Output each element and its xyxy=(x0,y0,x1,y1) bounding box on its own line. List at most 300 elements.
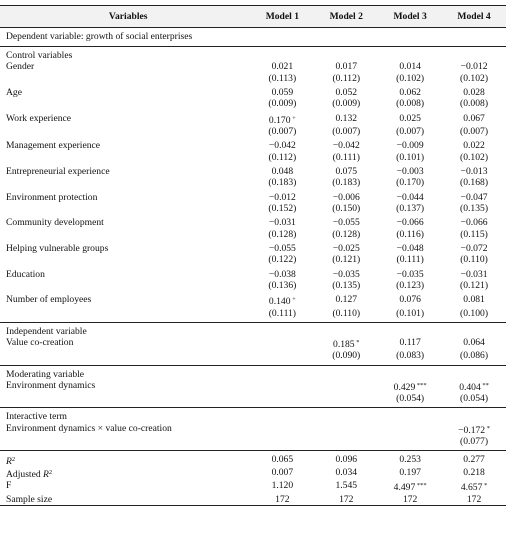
control-environment-protection-se-row-label xyxy=(0,203,250,217)
control-age-se-row-m4 xyxy=(442,98,506,112)
control-community-development-se-row xyxy=(0,229,506,243)
control-education-se-row-m4-text: (0.121) xyxy=(460,280,489,292)
control-work-experience-se-row-m1 xyxy=(250,126,314,140)
f-row-label xyxy=(0,480,250,493)
control-community-development-se-row-m1 xyxy=(250,229,314,243)
control-management-experience-se-row-m4-text: (0.102) xyxy=(460,151,489,163)
independent-se-row-m2-text: (0.090) xyxy=(332,350,361,362)
independent-title-row-text: Independent variable xyxy=(6,325,87,337)
control-environment-protection-row-m1-text: −0.012 xyxy=(268,191,296,203)
moderating-se-row-m4 xyxy=(442,393,506,408)
adj-r2-row-m3 xyxy=(378,467,442,480)
control-entrepreneurial-experience-se-row-m3-text: (0.170) xyxy=(396,177,425,189)
interactive-row-label xyxy=(0,423,250,436)
control-body xyxy=(0,61,506,322)
control-environment-protection-row-m2-text: −0.006 xyxy=(332,191,360,203)
control-management-experience-se-row-m1-text: (0.112) xyxy=(268,151,297,163)
control-age-row-m1-text: 0.059 xyxy=(271,87,294,99)
independent-se-row-m3 xyxy=(378,350,442,365)
r2-row-label xyxy=(0,451,250,468)
r2-row-m3 xyxy=(378,451,442,468)
r2-row-label-part: 2 xyxy=(11,456,16,464)
control-helping-vulnerable-groups-se-row-m2-text: (0.121) xyxy=(332,254,361,266)
control-community-development-se-row-m3-text: (0.116) xyxy=(396,228,424,240)
dependent-row xyxy=(0,28,506,47)
control-number-of-employees-row-m3 xyxy=(378,294,442,307)
control-work-experience-se-row-m2-text: (0.007) xyxy=(332,125,361,137)
moderating-row-m4 xyxy=(442,380,506,393)
control-entrepreneurial-experience-se-row-m1-text: (0.183) xyxy=(268,177,297,189)
control-number-of-employees-se-row-m1-text: (0.111) xyxy=(268,307,296,319)
control-gender-row-m3 xyxy=(378,61,442,72)
adj-r2-row-label-part: 2 xyxy=(48,469,53,477)
control-number-of-employees-se-row-label xyxy=(0,308,250,323)
control-work-experience-row-m4 xyxy=(442,113,506,126)
moderating-se-row-m4-text: (0.054) xyxy=(460,393,489,405)
control-number-of-employees-se-row-m4-text: (0.100) xyxy=(460,307,489,319)
interactive-row-m4 xyxy=(442,423,506,436)
f-row-m1 xyxy=(250,480,314,493)
control-number-of-employees-row-m4 xyxy=(442,294,506,307)
adj-r2-row-label xyxy=(0,467,250,480)
control-environment-protection-se-row xyxy=(0,203,506,217)
header-variables: Variables xyxy=(0,6,250,28)
control-education-row-m4 xyxy=(442,269,506,280)
control-work-experience-se-row-m3 xyxy=(378,126,442,140)
moderating-se-row-m1 xyxy=(250,393,314,408)
sample-size-row-m3 xyxy=(378,494,442,506)
control-education-row-label xyxy=(0,269,250,280)
control-community-development-row-m1 xyxy=(250,217,314,228)
adj-r2-row-m4-text: 0.218 xyxy=(463,467,485,479)
interactive-row-m2 xyxy=(314,423,378,436)
control-age-se-row-label xyxy=(0,98,250,112)
independent-se-row-m1 xyxy=(250,350,314,365)
adj-r2-row-m4 xyxy=(442,467,506,480)
control-education-se-row-m1 xyxy=(250,280,314,294)
control-gender-se-row-m3-text: (0.102) xyxy=(396,72,425,84)
f-row-m2 xyxy=(314,480,378,493)
control-helping-vulnerable-groups-se-row-m1 xyxy=(250,254,314,268)
control-helping-vulnerable-groups-row-m4-text: −0.072 xyxy=(460,243,488,255)
r2-row-m3-text: 0.253 xyxy=(399,454,421,466)
header-model-1: Model 1 xyxy=(250,6,314,28)
control-entrepreneurial-experience-row-m1-text: 0.048 xyxy=(271,165,294,177)
control-work-experience-row xyxy=(0,113,506,126)
independent-row-label-text: Value co-creation xyxy=(6,337,74,349)
sample-size-row-m3-text: 172 xyxy=(402,493,418,505)
f-row xyxy=(0,480,506,493)
control-environment-protection-row xyxy=(0,192,506,203)
control-education-se-row-m2-text: (0.135) xyxy=(332,280,361,292)
sample-size-row xyxy=(0,494,506,506)
control-education-row-m1 xyxy=(250,269,314,280)
f-row-m2-text: 1.545 xyxy=(335,480,358,492)
control-helping-vulnerable-groups-se-row-label xyxy=(0,254,250,268)
control-number-of-employees-se-row-m3-text: (0.101) xyxy=(396,307,425,319)
control-management-experience-row-m3-text: −0.009 xyxy=(396,140,424,152)
control-gender-se-row-m1 xyxy=(250,73,314,87)
control-work-experience-row-m1-significance: + xyxy=(290,114,296,122)
control-community-development-row-m4-text: −0.066 xyxy=(460,217,488,229)
control-helping-vulnerable-groups-se-row-m3 xyxy=(378,254,442,268)
control-helping-vulnerable-groups-row-m1-text: −0.055 xyxy=(268,243,296,255)
control-entrepreneurial-experience-row-m2-text: 0.075 xyxy=(335,165,358,177)
control-gender-se-row-m2-text: (0.112) xyxy=(332,72,361,84)
control-gender-row-label-text: Gender xyxy=(6,61,35,73)
r2-row-m1 xyxy=(250,451,314,468)
control-community-development-row-m2 xyxy=(314,217,378,228)
moderating-row-m2 xyxy=(314,380,378,393)
control-gender-row-m4 xyxy=(442,61,506,72)
control-title: Control variables xyxy=(6,50,73,62)
control-education-se-row-m1-text: (0.136) xyxy=(268,280,297,292)
control-gender-se-row-label xyxy=(0,73,250,87)
adj-r2-row-m2-text: 0.034 xyxy=(335,467,358,479)
control-helping-vulnerable-groups-row-m3-text: −0.048 xyxy=(396,243,424,255)
interactive-row-m4-text: −0.172 xyxy=(458,424,486,436)
control-helping-vulnerable-groups-se-row-m3-text: (0.111) xyxy=(396,254,424,266)
r2-row-m2 xyxy=(314,451,378,468)
r2-row-m4 xyxy=(442,451,506,468)
control-age-row-label-text: Age xyxy=(6,87,22,99)
adj-r2-row-m3-text: 0.197 xyxy=(399,467,421,479)
control-entrepreneurial-experience-row-m4-text: −0.013 xyxy=(460,165,488,177)
f-row-m3-text: 4.497 xyxy=(393,482,416,494)
independent-se-row-label xyxy=(0,350,250,365)
control-gender-row-m2 xyxy=(314,61,378,72)
control-education-se-row-m4 xyxy=(442,280,506,294)
control-entrepreneurial-experience-row-m4 xyxy=(442,166,506,177)
control-helping-vulnerable-groups-row-label-text: Helping vulnerable groups xyxy=(6,243,109,255)
control-work-experience-se-row-m1-text: (0.007) xyxy=(268,125,297,137)
control-entrepreneurial-experience-se-row-m1 xyxy=(250,177,314,191)
control-community-development-row-label-text: Community development xyxy=(6,217,104,229)
control-number-of-employees-row-m2 xyxy=(314,294,378,307)
control-helping-vulnerable-groups-row xyxy=(0,243,506,254)
control-entrepreneurial-experience-se-row xyxy=(0,177,506,191)
header-model-2: Model 2 xyxy=(314,6,378,28)
independent-row-m4-text: 0.064 xyxy=(463,337,485,349)
control-management-experience-se-row-m3-text: (0.101) xyxy=(396,151,425,163)
independent-se-row-m4 xyxy=(442,350,506,365)
control-environment-protection-row-label xyxy=(0,192,250,203)
control-entrepreneurial-experience-row-m1 xyxy=(250,166,314,177)
moderating-se-row-m3-text: (0.054) xyxy=(396,393,425,405)
control-management-experience-row-m1-text: −0.042 xyxy=(268,140,296,152)
moderating-title-row xyxy=(0,365,506,380)
control-gender-se-row xyxy=(0,73,506,87)
sample-size-row-m2-text: 172 xyxy=(339,493,354,505)
control-entrepreneurial-experience-se-row-m4-text: (0.168) xyxy=(460,177,489,189)
regression-table xyxy=(0,5,506,506)
control-age-se-row-m1-text: (0.009) xyxy=(268,98,297,110)
interactive-se-row-m3 xyxy=(378,436,442,451)
control-community-development-row-m1-text: −0.031 xyxy=(268,217,296,229)
moderating-row xyxy=(0,380,506,393)
control-helping-vulnerable-groups-se-row xyxy=(0,254,506,268)
independent-se-row-m2 xyxy=(314,350,378,365)
f-row-m1-text: 1.120 xyxy=(271,480,294,492)
independent-row-m4 xyxy=(442,337,506,350)
moderating-row-m3-text: 0.429 xyxy=(393,381,416,393)
control-environment-protection-se-row-m2-text: (0.150) xyxy=(332,203,361,215)
header-model-3: Model 3 xyxy=(378,6,442,28)
control-education-row-m3 xyxy=(378,269,442,280)
control-management-experience-se-row-m3 xyxy=(378,152,442,166)
f-row-m4 xyxy=(442,480,506,493)
control-management-experience-se-row-m1 xyxy=(250,152,314,166)
control-gender-row-m4-text: −0.012 xyxy=(460,61,488,73)
adj-r2-row-label-part: R xyxy=(43,469,49,481)
adj-r2-row-m1-text: 0.007 xyxy=(271,467,294,479)
interactive-row-label-text: Environment dynamics × value co-creation xyxy=(6,422,172,434)
control-age-se-row-m1 xyxy=(250,98,314,112)
control-age-row-m4 xyxy=(442,87,506,98)
interactive-se-row xyxy=(0,436,506,451)
moderating-row-m3-significance: *** xyxy=(415,381,427,389)
control-gender-row-m2-text: 0.017 xyxy=(335,61,358,73)
header-row xyxy=(0,6,506,28)
control-helping-vulnerable-groups-row-m3 xyxy=(378,243,442,254)
independent-row-m2-text: 0.185 xyxy=(333,339,355,351)
control-age-se-row-m3-text: (0.008) xyxy=(396,98,425,110)
control-environment-protection-se-row-m1-text: (0.152) xyxy=(268,203,297,215)
independent-row xyxy=(0,337,506,350)
control-age-row xyxy=(0,87,506,98)
control-work-experience-se-row-m4-text: (0.007) xyxy=(460,125,489,137)
control-gender-se-row-m4 xyxy=(442,73,506,87)
moderating-row-label xyxy=(0,380,250,393)
control-environment-protection-row-m3-text: −0.044 xyxy=(396,191,424,203)
f-row-m3 xyxy=(378,480,442,493)
control-management-experience-se-row-m4 xyxy=(442,152,506,166)
moderating-se-row-m3 xyxy=(378,393,442,408)
interactive-row-m4-significance: * xyxy=(485,424,490,432)
control-gender-row xyxy=(0,61,506,72)
control-gender-row-m3-text: 0.014 xyxy=(399,61,421,73)
control-community-development-row-m3-text: −0.066 xyxy=(396,217,424,229)
control-age-se-row-m3 xyxy=(378,98,442,112)
control-management-experience-se-row-label xyxy=(0,152,250,166)
r2-row-m2-text: 0.096 xyxy=(335,454,358,466)
control-management-experience-row xyxy=(0,140,506,151)
r2-row xyxy=(0,451,506,468)
control-number-of-employees-row xyxy=(0,294,506,307)
control-helping-vulnerable-groups-row-m2-text: −0.025 xyxy=(332,243,360,255)
moderating-row-m4-text: 0.404 xyxy=(459,381,481,393)
moderating-row-m1 xyxy=(250,380,314,393)
control-number-of-employees-row-m1 xyxy=(250,294,314,307)
control-number-of-employees-se-row-m2-text: (0.110) xyxy=(332,307,361,319)
sample-size-row-m1 xyxy=(250,494,314,506)
control-entrepreneurial-experience-se-row-m2-text: (0.183) xyxy=(332,177,361,189)
control-number-of-employees-row-m1-significance: + xyxy=(290,296,296,304)
control-entrepreneurial-experience-se-row-m2 xyxy=(314,177,378,191)
control-management-experience-row-m3 xyxy=(378,140,442,151)
control-community-development-se-row-m2 xyxy=(314,229,378,243)
control-entrepreneurial-experience-se-row-m4 xyxy=(442,177,506,191)
control-education-row-m2 xyxy=(314,269,378,280)
control-age-se-row-m4-text: (0.008) xyxy=(460,98,489,110)
control-work-experience-se-row-m3-text: (0.007) xyxy=(396,125,425,137)
interactive-row-m3 xyxy=(378,423,442,436)
control-work-experience-row-m3-text: 0.025 xyxy=(399,112,421,124)
control-age-row-m1 xyxy=(250,87,314,98)
interactive-row-m1 xyxy=(250,423,314,436)
control-gender-se-row-m4-text: (0.102) xyxy=(460,72,489,84)
control-helping-vulnerable-groups-row-m1 xyxy=(250,243,314,254)
adj-r2-row-m2 xyxy=(314,467,378,480)
sample-size-row-m4-text: 172 xyxy=(466,493,482,505)
dependent-label: Dependent variable: growth of social enterprises xyxy=(0,28,506,47)
control-gender-row-m1 xyxy=(250,61,314,72)
sample-size-row-label-part: Sample size xyxy=(6,493,53,505)
control-gender-se-row-m3 xyxy=(378,73,442,87)
f-row-m4-significance: * xyxy=(482,482,488,490)
control-helping-vulnerable-groups-row-m2 xyxy=(314,243,378,254)
control-age-row-m3-text: 0.062 xyxy=(399,87,421,99)
control-management-experience-se-row xyxy=(0,152,506,166)
sample-size-row-m4 xyxy=(442,494,506,506)
control-number-of-employees-row-m2-text: 0.127 xyxy=(335,294,358,306)
moderating-se-row-m2 xyxy=(314,393,378,408)
control-environment-protection-se-row-m4 xyxy=(442,203,506,217)
f-row-label-part: F xyxy=(6,480,12,492)
control-work-experience-se-row-m4 xyxy=(442,126,506,140)
control-entrepreneurial-experience-row-m2 xyxy=(314,166,378,177)
f-row-m4-text: 4.657 xyxy=(460,482,483,494)
control-education-se-row-label xyxy=(0,280,250,294)
interactive-row xyxy=(0,423,506,436)
control-community-development-row-m3 xyxy=(378,217,442,228)
control-gender-row-label xyxy=(0,61,250,72)
control-entrepreneurial-experience-row-m3-text: −0.003 xyxy=(396,165,424,177)
control-education-se-row-m2 xyxy=(314,280,378,294)
r2-row-label-part: R xyxy=(6,456,12,468)
control-environment-protection-se-row-m3-text: (0.137) xyxy=(396,203,425,215)
control-work-experience-row-m3 xyxy=(378,113,442,126)
control-community-development-se-row-label xyxy=(0,229,250,243)
control-age-row-m2-text: 0.052 xyxy=(335,87,358,99)
control-management-experience-se-row-m2-text: (0.111) xyxy=(332,151,360,163)
control-education-se-row xyxy=(0,280,506,294)
independent-se-row-m3-text: (0.083) xyxy=(396,350,425,362)
control-education-row-label-text: Education xyxy=(6,268,45,280)
control-community-development-se-row-m4 xyxy=(442,229,506,243)
interactive-se-row-m4-text: (0.077) xyxy=(460,435,489,447)
f-row-m3-significance: *** xyxy=(415,482,427,490)
control-work-experience-row-m1 xyxy=(250,113,314,126)
control-age-se-row xyxy=(0,98,506,112)
moderating-row-m4-significance: ** xyxy=(480,381,489,389)
control-helping-vulnerable-groups-se-row-m4-text: (0.110) xyxy=(460,254,488,266)
sample-size-row-m1-text: 172 xyxy=(275,493,290,505)
control-number-of-employees-se-row-m2 xyxy=(314,308,378,323)
control-community-development-row xyxy=(0,217,506,228)
control-helping-vulnerable-groups-se-row-m1-text: (0.122) xyxy=(268,254,297,266)
control-environment-protection-se-row-m2 xyxy=(314,203,378,217)
control-number-of-employees-row-label-text: Number of employees xyxy=(6,294,92,306)
independent-row-m3-text: 0.117 xyxy=(399,337,421,349)
adj-r2-row-label-part: Adjusted xyxy=(6,469,44,481)
control-work-experience-row-m2-text: 0.132 xyxy=(335,112,358,124)
control-helping-vulnerable-groups-se-row-m4 xyxy=(442,254,506,268)
control-community-development-row-m2-text: −0.055 xyxy=(332,217,360,229)
control-gender-row-m1-text: 0.021 xyxy=(271,61,294,73)
independent-row-m3 xyxy=(378,337,442,350)
control-gender-se-row-m1-text: (0.113) xyxy=(268,72,297,84)
control-entrepreneurial-experience-row-m3 xyxy=(378,166,442,177)
sample-size-row-m2 xyxy=(314,494,378,506)
control-management-experience-row-m4 xyxy=(442,140,506,151)
interactive-se-row-label xyxy=(0,436,250,451)
control-entrepreneurial-experience-row xyxy=(0,166,506,177)
control-management-experience-row-label xyxy=(0,140,250,151)
control-work-experience-row-m1-text: 0.170 xyxy=(268,114,291,126)
control-work-experience-row-m4-text: 0.067 xyxy=(463,112,485,124)
interactive-se-row-m4 xyxy=(442,436,506,451)
control-management-experience-se-row-m2 xyxy=(314,152,378,166)
control-number-of-employees-se-row-m1 xyxy=(250,308,314,323)
control-environment-protection-se-row-m3 xyxy=(378,203,442,217)
interactive-title-row-text: Interactive term xyxy=(6,411,67,423)
control-environment-protection-row-m3 xyxy=(378,192,442,203)
independent-row-label xyxy=(0,337,250,350)
control-management-experience-row-m4-text: 0.022 xyxy=(463,140,485,152)
independent-title-row xyxy=(0,322,506,337)
moderating-se-row-label xyxy=(0,393,250,408)
control-number-of-employees-row-m3-text: 0.076 xyxy=(399,294,421,306)
control-education-row-m1-text: −0.038 xyxy=(268,268,296,280)
control-age-row-m2 xyxy=(314,87,378,98)
control-environment-protection-row-m4 xyxy=(442,192,506,203)
control-education-row xyxy=(0,269,506,280)
independent-row-m2 xyxy=(314,337,378,350)
control-environment-protection-se-row-m4-text: (0.135) xyxy=(460,203,489,215)
control-entrepreneurial-experience-se-row-label xyxy=(0,177,250,191)
control-community-development-se-row-m2-text: (0.128) xyxy=(332,228,361,240)
r2-row-m4-text: 0.277 xyxy=(463,454,485,466)
control-age-row-label xyxy=(0,87,250,98)
control-community-development-se-row-m3 xyxy=(378,229,442,243)
control-management-experience-row-m1 xyxy=(250,140,314,151)
control-education-row-m4-text: −0.031 xyxy=(460,268,488,280)
control-title-row xyxy=(0,47,506,62)
control-management-experience-row-m2-text: −0.042 xyxy=(332,140,360,152)
control-number-of-employees-se-row xyxy=(0,308,506,323)
control-number-of-employees-se-row-m4 xyxy=(442,308,506,323)
control-work-experience-se-row xyxy=(0,126,506,140)
r2-row-m1-text: 0.065 xyxy=(271,454,294,466)
moderating-title-row-text: Moderating variable xyxy=(6,368,85,380)
independent-se-row xyxy=(0,350,506,365)
interactive-title-row xyxy=(0,408,506,423)
control-entrepreneurial-experience-row-label-text: Entrepreneurial experience xyxy=(6,165,110,177)
moderating-se-row xyxy=(0,393,506,408)
control-management-experience-row-m2 xyxy=(314,140,378,151)
control-work-experience-se-row-label xyxy=(0,126,250,140)
control-community-development-row-m4 xyxy=(442,217,506,228)
adj-r2-row xyxy=(0,467,506,480)
control-age-se-row-m2-text: (0.009) xyxy=(332,98,361,110)
control-entrepreneurial-experience-se-row-m3 xyxy=(378,177,442,191)
control-work-experience-row-label-text: Work experience xyxy=(6,112,72,124)
control-age-se-row-m2 xyxy=(314,98,378,112)
control-environment-protection-row-m4-text: −0.047 xyxy=(460,191,488,203)
table-body xyxy=(0,28,506,62)
control-environment-protection-row-m2 xyxy=(314,192,378,203)
